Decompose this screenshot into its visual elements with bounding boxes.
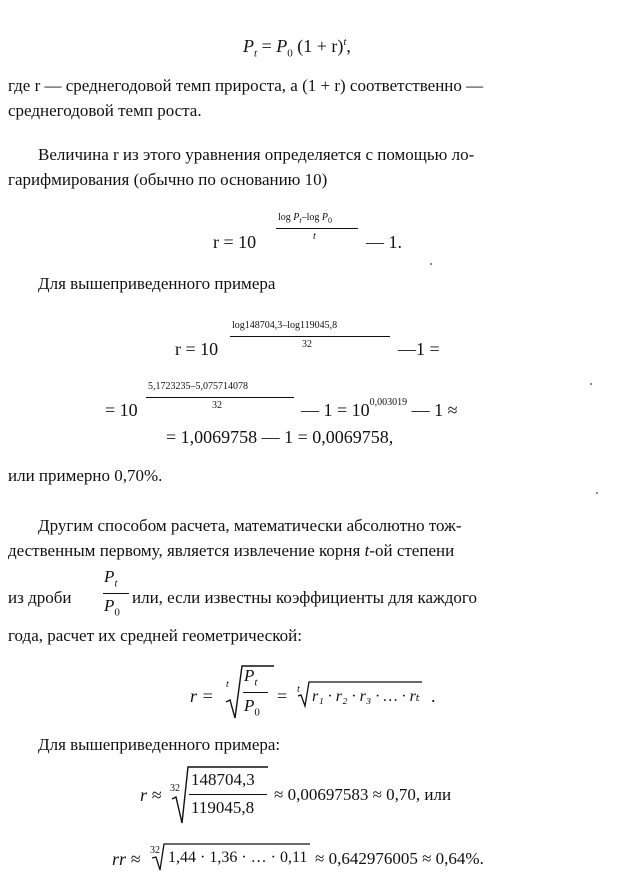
root-formula-lhs: r = [190, 686, 214, 706]
text-line: среднегодовой темп роста. [8, 100, 202, 120]
fraction-symbol: P [104, 567, 115, 586]
calc-line2-denominator: 32 [212, 400, 222, 411]
log-formula-lhs: r = 10 [213, 232, 257, 252]
root-subscript: t [254, 676, 258, 689]
approx-result: или примерно 0,70%. [8, 466, 163, 485]
text-line [8, 539, 586, 564]
fraction-symbol: P [104, 596, 115, 615]
paragraph-definition [8, 74, 586, 123]
root-formula-index: t [226, 679, 229, 690]
formula-comma: , [346, 36, 351, 56]
ex2-result: ≈ 0,642976005 ≈ 0,64%. [315, 849, 484, 868]
log-formula-denominator: t [313, 231, 316, 242]
formula-symbol-p0: P [276, 36, 288, 56]
formula-exponent: t [343, 36, 347, 48]
text-fragment: дественным первому, является извлечение корня [8, 540, 365, 560]
root-symbol: P [244, 666, 255, 685]
ex2-radicand: 1,44 · 1,36 · … · 0,11 [168, 849, 308, 866]
formula-subscript: t [254, 47, 258, 60]
calc-line1-fraction-bar [230, 336, 390, 337]
inline-fraction-bar [103, 593, 129, 594]
ex1-result: ≈ 0,00697583 ≈ 0,70, или [274, 785, 452, 804]
text-line-fraction-suffix: или, если известны коэффициенты для каждого [132, 588, 477, 607]
calc-line2-mid [301, 397, 458, 421]
calc-line3: = 1,0069758 — 1 = 0,0069758, [166, 427, 394, 447]
example-heading: Для вышеприведенного примера [38, 274, 276, 293]
log-formula-tail: — 1. [366, 232, 402, 252]
compound-growth-formula [243, 36, 351, 60]
example-heading-2: Для вышеприведенного примера: [38, 735, 281, 754]
formula-symbol-p: P [243, 36, 254, 56]
log-text: –log [301, 212, 322, 223]
root-formula-dot: . [431, 686, 436, 706]
log-formula-fraction-bar [276, 228, 358, 229]
scan-speck [596, 492, 598, 494]
text-line: где r — среднегодовой темп прироста, а (1 + r) соответственно — [8, 76, 484, 95]
ex1-numerator: 148704,3 [191, 770, 255, 789]
ex1-lhs: r ≈ [140, 785, 162, 805]
formula-paren: (1 + r) [292, 36, 344, 56]
calc-line1-lhs: r = 10 [175, 339, 219, 359]
text-line: Величина r из этого уравнения определяется с помощью ло- [38, 145, 475, 164]
fraction-subscript: t [114, 577, 118, 590]
log-symbol: P [293, 212, 300, 223]
paragraph-logarithm [8, 143, 586, 192]
calc-line2-mid-text: — 1 = 10 [301, 400, 370, 420]
formula-equals: = [261, 36, 277, 56]
text-fragment: -ой степени [369, 540, 455, 560]
root-formula-index2: t [297, 684, 300, 695]
calc-line1-denominator: 32 [302, 339, 312, 350]
ex1-index: 32 [170, 783, 180, 794]
calc-line2-tail: — 1 ≈ [407, 400, 458, 420]
log-text: log [278, 212, 294, 223]
ex1-denominator: 119045,8 [191, 798, 255, 817]
text-line: Другим способом расчета, математически абсолютно тож- [38, 516, 462, 535]
root-subscript: 0 [254, 706, 260, 719]
root-symbol: P [244, 696, 255, 715]
text-line-fraction-prefix: из дроби [8, 588, 72, 607]
inline-fraction-denominator [104, 596, 120, 618]
calc-line1-tail: —1 = [398, 339, 440, 359]
text-line: года, расчет их средней геометрической: [8, 626, 302, 645]
scan-speck [430, 263, 432, 265]
root-formula-denominator [244, 696, 260, 718]
log-formula-numerator [278, 212, 332, 225]
log-subscript: t [299, 216, 302, 225]
calc-line1-numerator: log148704,3–log119045,8 [232, 320, 338, 331]
calc-line2-lhs: = 10 [105, 400, 138, 420]
root-formula-numerator [244, 666, 257, 688]
ex2-lhs: rr ≈ [112, 849, 141, 869]
text-line: гарифмирования (обычно по основанию 10) [8, 169, 328, 189]
root-formula-fraction-bar [243, 692, 268, 693]
fraction-subscript: 0 [114, 606, 120, 619]
paragraph-root-method [8, 514, 586, 563]
ex2-index: 32 [150, 845, 160, 856]
root-formula-equals: = [277, 686, 288, 706]
calc-line2-numerator: 5,1723235–5,075714078 [148, 381, 248, 392]
calc-line2-fraction-bar [146, 397, 294, 398]
log-subscript: 0 [328, 216, 333, 225]
calc-line2-exponent: 0,003019 [369, 397, 408, 408]
ex1-fraction-bar [189, 794, 267, 795]
root-formula-product: r₁ · r₂ · r₃ · … · rₜ [312, 688, 420, 705]
formula-subscript-zero: 0 [287, 47, 293, 60]
text-fragment: t [364, 540, 370, 560]
log-symbol: P [321, 212, 329, 223]
inline-fraction-numerator [104, 567, 117, 589]
scan-speck [590, 383, 592, 385]
